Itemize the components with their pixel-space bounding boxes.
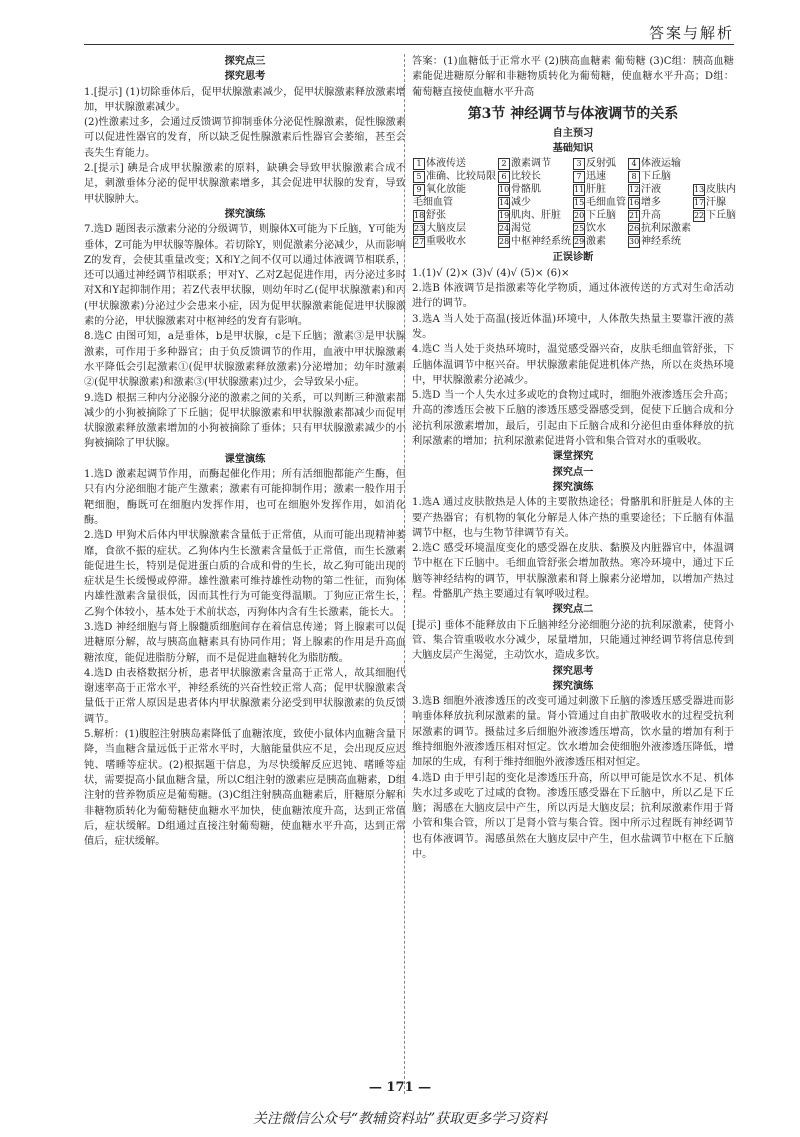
- grid-cell: [497, 183, 572, 196]
- answer-number: 24: [499, 223, 510, 233]
- paragraph: 8.选C 由图可知，a是垂体，b是甲状腺，c是下丘脑；激素③是甲状腺激素，可作用于多种器官；由于负反馈调节的作用，血液中甲状腺激素水平降低会引起激素①(促甲状腺激素释放激素)分泌增加；幼年时激素②(促甲状腺激素)和激素③(甲状腺激素)过少，会导致呆小症。: [84, 331, 406, 389]
- answer-text: 中枢神经系统: [511, 236, 571, 248]
- answer-text: 渴觉: [511, 223, 531, 235]
- paragraph: 2.选D 甲狗术后体内甲状腺激素含量低于正常值，从而可能出现精神萎靡，食欲不振的症状。乙狗体内生长激素含量低于正常值，而生长激素能促进生长，特别是促进蛋白质的合成和骨的生长，故乙狗可能出现的症状是生长缓慢或停滞。雄性激素可维持雄性动物的第二性征，而狗体内雄性激素含量很低，因而其性行为可能变得温顺。丁狗应正常生长，乙狗个体较小，基本处于术前状态，丙狗体内含有生长激素，能长大。: [84, 530, 406, 618]
- paragraph: 4.选C 当人处于炎热环境时，温觉感受器兴奋，皮肤毛细血管舒张，下丘脑体温调节中枢兴奋。甲状腺激素能促进机体产热，所以在炎热环境中，甲状腺激素分泌减少。: [412, 344, 734, 386]
- paragraph: 2.[提示] 碘是合成甲状腺激素的原料，缺碘会导致甲状腺激素合成不足，刺激垂体分泌的促甲状腺激素增多，其会促进甲状腺的发育，导致甲状腺肿大。: [84, 163, 406, 205]
- answer-text: 汗液: [641, 184, 661, 196]
- section-subheading: 探究思考: [552, 664, 594, 677]
- answer-number: 8: [628, 171, 640, 183]
- answer-text: 大脑皮层: [426, 223, 466, 235]
- answer-number: 14: [499, 197, 510, 207]
- paragraph: 1.选D 激素起调节作用，而酶起催化作用；所有活细胞都能产生酶，但只有内分泌细胞才能产生激素；激素有可能抑制作用；激素一般作用于靶细胞，酶既可在细胞内发挥作用，也可在细胞外发挥作用，如消化酶。: [84, 469, 406, 526]
- basic-knowledge-grid: [412, 157, 737, 248]
- answer-number: 20: [574, 210, 585, 220]
- answer-text: 减少: [511, 197, 531, 209]
- chapter-title: 第3节 神经调节与体液调节的关系: [467, 105, 679, 122]
- right-column: [412, 54, 734, 862]
- paragraph: 1.[提示] (1)切除垂体后，促甲状腺激素减少，促甲状腺激素释放激素增加，甲状腺激素减少。: [84, 86, 406, 113]
- answer-text: 肝脏: [586, 184, 606, 196]
- answer-number: 4: [628, 158, 640, 170]
- section-subheading: 探究点一: [552, 465, 594, 478]
- answer-number: 22: [694, 210, 705, 220]
- answer-text: 汗腺: [706, 197, 726, 209]
- answer-number: 15: [574, 197, 585, 207]
- answer-number: 3: [573, 158, 585, 170]
- paragraph: 9.选D 根据三种内分泌腺分泌的激素之间的关系，可以判断三种激素都减少的小狗被摘除了下丘脑；促甲状腺激素和甲状腺激素都减少而促甲状腺激素释放激素增加的小狗被摘除了垂体；只有甲状腺激素减少的小狗被摘除了甲状腺。: [84, 392, 406, 450]
- answer-number: 27: [414, 236, 425, 246]
- answer-text: 饮水: [586, 223, 606, 235]
- answer-text: 毛细血管: [586, 197, 626, 209]
- paragraph: 4.选D 由于甲引起的变化是渗透压升高，所以甲可能是饮水不足、机体失水过多或吃了过咸的食物。渗透压感受器在下丘脑中，所以乙是下丘脑；渴感在大脑皮层中产生，所以丙是大脑皮层；抗利尿激素作用于肾小管和集合管，所以丁是肾小管与集合管。图中所示过程既有神经调节也有体液调节。渴感虽然在大脑皮层中产生，但水盐调节中枢在下丘脑中。: [412, 772, 734, 861]
- grid-cell: [627, 196, 692, 209]
- answer-number: 1: [413, 158, 425, 170]
- answer-text: 抗利尿激素: [641, 223, 691, 235]
- answer-number: 29: [574, 236, 585, 246]
- paragraph: 5.解析：(1)腹腔注射胰岛素降低了血糖浓度，致使小鼠体内血糖含量下降，当血糖含量远低于正常水平时，大脑能量供应不足，会出现反应迟钝、嗜睡等症状。(2)根据题干信息，为尽快缓解反应迟钝、嗜睡等症状，需要提高小鼠血糖含量，所以C组注射的激素应是胰高血糖素，D组注射的营养物质应是葡萄糖。(3)C组注射胰高血糖素后，肝糖原分解和非糖物质转化为葡萄糖使血糖水平加快，使血糖浓度升高，达到正常值后，症状缓解。D组通过直接注射葡萄糖，使血糖水平升高，达到正常值后，症状缓解。: [84, 729, 406, 848]
- grid-cell: [692, 209, 737, 222]
- grid-cell: [627, 235, 692, 248]
- paragraph: 2.选C 感受环境温度变化的感受器在皮肤、黏膜及内脏器官中，体温调节中枢在下丘脑中。毛细血管舒张会增加散热。寒冷环境中，通过下丘脑等神经结构的调节，甲状腺激素和肾上腺素分泌增加，以增加产热过程。骨骼肌产热主要通过有氧呼吸过程。: [412, 543, 734, 601]
- left-column: [84, 54, 406, 849]
- section-heading: 探究点三: [224, 55, 266, 67]
- paragraph: 3.选B 细胞外液渗透压的改变可通过刺激下丘脑的渗透压感受器进而影响垂体释放抗利尿激素的量。肾小管通过自由扩散吸收水的过程受抗利尿激素的调节。摄盐过多后细胞外液渗透压增高，饮水量的增加有利于维持细胞外液渗透压相对恒定。饮水增加会使细胞外液渗透压降低，增加尿的生成，有利于维持细胞外液渗透压相对恒定。: [412, 696, 734, 769]
- answer-number: 16: [629, 197, 640, 207]
- section-subheading: 探究点二: [552, 603, 594, 616]
- paragraph: 3.选A 当人处于高温(接近体温)环境中，人体散失热量主要靠汗液的蒸发。: [412, 313, 734, 340]
- answer-number: 7: [573, 171, 585, 183]
- answer-number: 18: [414, 210, 425, 220]
- paragraph: 5.选D 当一个人失水过多或吃的食物过咸时，细胞外液渗透压会升高；升高的渗透压会被下丘脑的渗透压感受器感受到，促使下丘脑合成和分泌抗利尿激素增加，最后，引起由下丘脑合成和分泌但由垂体释放的抗利尿激素的增加；抗利尿激素促进肾小管和集合管对水的重吸收。: [412, 390, 734, 448]
- grid-cell: [572, 157, 627, 170]
- paragraph: 4.选D 由表格数据分析，患者甲状腺激素含量高于正常人，故其细胞代谢速率高于正常水平，神经系统的兴奋性较正常人高；促甲状腺激素含量低于正常人原因是患者体内甲状腺激素分泌受到甲状腺激素的负反馈调节。: [84, 667, 406, 725]
- answer-text: 重吸收水: [426, 236, 466, 248]
- paragraph: 3.选D 神经细胞与肾上腺髓质细胞间存在着信息传递；肾上腺素可以促进糖原分解，故与胰高血糖素具有协同作用；肾上腺素的作用是升高血糖浓度，能促进脂肪分解，而不是促进血糖转化为脂肪酸。: [84, 621, 406, 664]
- answer-number: 19: [499, 210, 510, 220]
- answer-number: 21: [629, 210, 640, 220]
- grid-cell: [572, 209, 627, 222]
- grid-cell: [412, 183, 497, 196]
- answer-number: 26: [629, 223, 640, 233]
- header-title: 答案与解析: [648, 24, 734, 42]
- section-heading: 课堂演练: [224, 452, 266, 465]
- grid-cell: [497, 196, 572, 209]
- grid-row: [412, 157, 737, 170]
- grid-cell: [572, 170, 627, 183]
- grid-cell: [627, 222, 692, 235]
- grid-cell: [627, 209, 692, 222]
- grid-cell: [692, 183, 737, 196]
- answer-paragraph: 答案：(1)血糖低于正常水平 (2)胰高血糖素 葡萄糖 (3)C组：胰高血糖素能促进糖原分解和非糖物质转化为葡萄糖，使血糖水平升高；D组：葡萄糖直接使血糖水平升高: [412, 56, 734, 98]
- answer-text: 迅速: [586, 171, 606, 183]
- grid-cell: [497, 157, 572, 170]
- grid-cell: [412, 170, 497, 183]
- answer-text: 肌肉、肝脏: [511, 210, 561, 222]
- hint-paragraph: [提示] 垂体不能释放由下丘脑神经分泌细胞分泌的抗利尿激素，使肾小管、集合管重吸收水分减少，尿量增加，只能通过神经调节将信息传到大脑皮层产生渴觉，主动饮水，造成多饮。: [412, 619, 734, 662]
- grid-cell: [627, 183, 692, 196]
- answer-text: 骨骼肌: [511, 184, 541, 196]
- grid-cell: [412, 209, 497, 222]
- page-number: — 171 —: [368, 1080, 432, 1095]
- answer-text: 比较长: [511, 171, 541, 183]
- section-subheading: 探究演练: [552, 480, 594, 493]
- answer-number: 9: [413, 184, 425, 196]
- grid-row: [412, 196, 737, 209]
- grid-cell: [572, 183, 627, 196]
- grid-cell: [412, 235, 497, 248]
- answer-text: 舒张: [426, 210, 446, 222]
- paragraph: (2)性激素过多，会通过反馈调节抑制垂体分泌促性腺激素，促性腺激素可以促进性器官的发育，所以缺乏促性腺激素后性器官会萎缩，甚至会丧失生育能力。: [84, 117, 406, 159]
- answer-number: 17: [694, 197, 705, 207]
- answer-number: 2: [498, 158, 510, 170]
- answer-text: 准确、比较局限: [426, 171, 496, 183]
- grid-row: [412, 235, 737, 248]
- grid-cell: [412, 196, 497, 209]
- grid-cell: [627, 170, 692, 183]
- grid-cell: [412, 222, 497, 235]
- paragraph: 2.选B 体液调节是指激素等化学物质，通过体液传送的方式对生命活动进行的调节。: [412, 283, 734, 310]
- paragraph: 1.选A 通过皮肤散热是人体的主要散热途径；骨骼肌和肝脏是人体的主要产热器官；有机物的氧化分解是人体产热的重要途径；下丘脑有体温调节中枢，也与生物节律调节有关。: [412, 497, 734, 539]
- grid-cell: [572, 235, 627, 248]
- answer-text: 神经系统: [641, 236, 681, 248]
- grid-cell: [497, 235, 572, 248]
- grid-row: [412, 209, 737, 222]
- section-subheading: 正误诊断: [552, 251, 594, 264]
- section-subheading: 探究演练: [224, 207, 266, 220]
- answer-text: 激素: [586, 236, 606, 248]
- answer-text: 毛细血管: [413, 197, 453, 209]
- section-subheading: 探究思考: [224, 70, 266, 83]
- answer-number: 12: [629, 184, 640, 194]
- answer-number: 30: [629, 236, 640, 246]
- header-rule: [84, 44, 734, 45]
- grid-cell: [412, 157, 497, 170]
- answer-number: 23: [414, 223, 425, 233]
- judgment-line: 1.(1)√ (2)× (3)√ (4)√ (5)× (6)×: [412, 267, 570, 279]
- answer-number: 11: [574, 184, 585, 194]
- answer-number: 5: [413, 171, 425, 183]
- grid-cell: [572, 196, 627, 209]
- grid-row: [412, 170, 737, 183]
- section-heading: 自主预习: [552, 126, 594, 139]
- answer-text: 激素调节: [511, 158, 551, 170]
- answer-text: 反射弧: [586, 158, 616, 170]
- paragraph: 7.选D 题图表示激素分泌的分级调节，则腺体X可能为下丘脑，Y可能为垂体，Z可能为甲状腺等腺体。若切除Y，则促激素分泌减少，从而影响Z的发育，会使其重量改变；X和Y之间不仅可以通过体液调节相联系，还可以通过神经调节相联系；甲对Y、乙对Z起促进作用，丙分泌过多时对X和Y起抑制作用；若Z代表甲状腺，则幼年时乙(促甲状腺激素)和丙(甲状腺激素)分泌过少会患来小症，因为促甲状腺激素能促进甲状腺激素的分泌，甲状腺激素对中枢神经的发育有影响。: [84, 224, 406, 328]
- answer-text: 增多: [641, 197, 661, 209]
- answer-number: 13: [694, 184, 705, 194]
- answer-text: 体液运输: [641, 158, 681, 170]
- section-subheading: 探究演练: [552, 679, 594, 692]
- grid-cell: [692, 196, 737, 209]
- footer-note: 关注微信公众号“教辅资料站”获取更多学习资料: [252, 1111, 548, 1127]
- grid-cell: [497, 170, 572, 183]
- answer-text: 体液传送: [426, 158, 466, 170]
- grid-row: [412, 222, 737, 235]
- answer-text: 下丘脑: [641, 171, 671, 183]
- section-heading: 课堂探究: [552, 450, 594, 463]
- grid-cell: [627, 157, 692, 170]
- answer-number: 6: [498, 171, 510, 183]
- grid-cell: [572, 222, 627, 235]
- column-divider: [404, 54, 405, 1094]
- answer-number: 10: [499, 184, 510, 194]
- answer-text: 氧化放能: [426, 184, 466, 196]
- answer-text: 下丘脑: [586, 210, 616, 222]
- answer-number: 28: [499, 236, 510, 246]
- answer-text: 皮肤内: [706, 184, 736, 196]
- answer-text: 下丘脑: [706, 210, 736, 222]
- grid-cell: [497, 209, 572, 222]
- answer-text: 升高: [641, 210, 661, 222]
- section-subheading: 基础知识: [552, 142, 594, 155]
- grid-row: [412, 183, 737, 196]
- answer-number: 25: [574, 223, 585, 233]
- grid-cell: [497, 222, 572, 235]
